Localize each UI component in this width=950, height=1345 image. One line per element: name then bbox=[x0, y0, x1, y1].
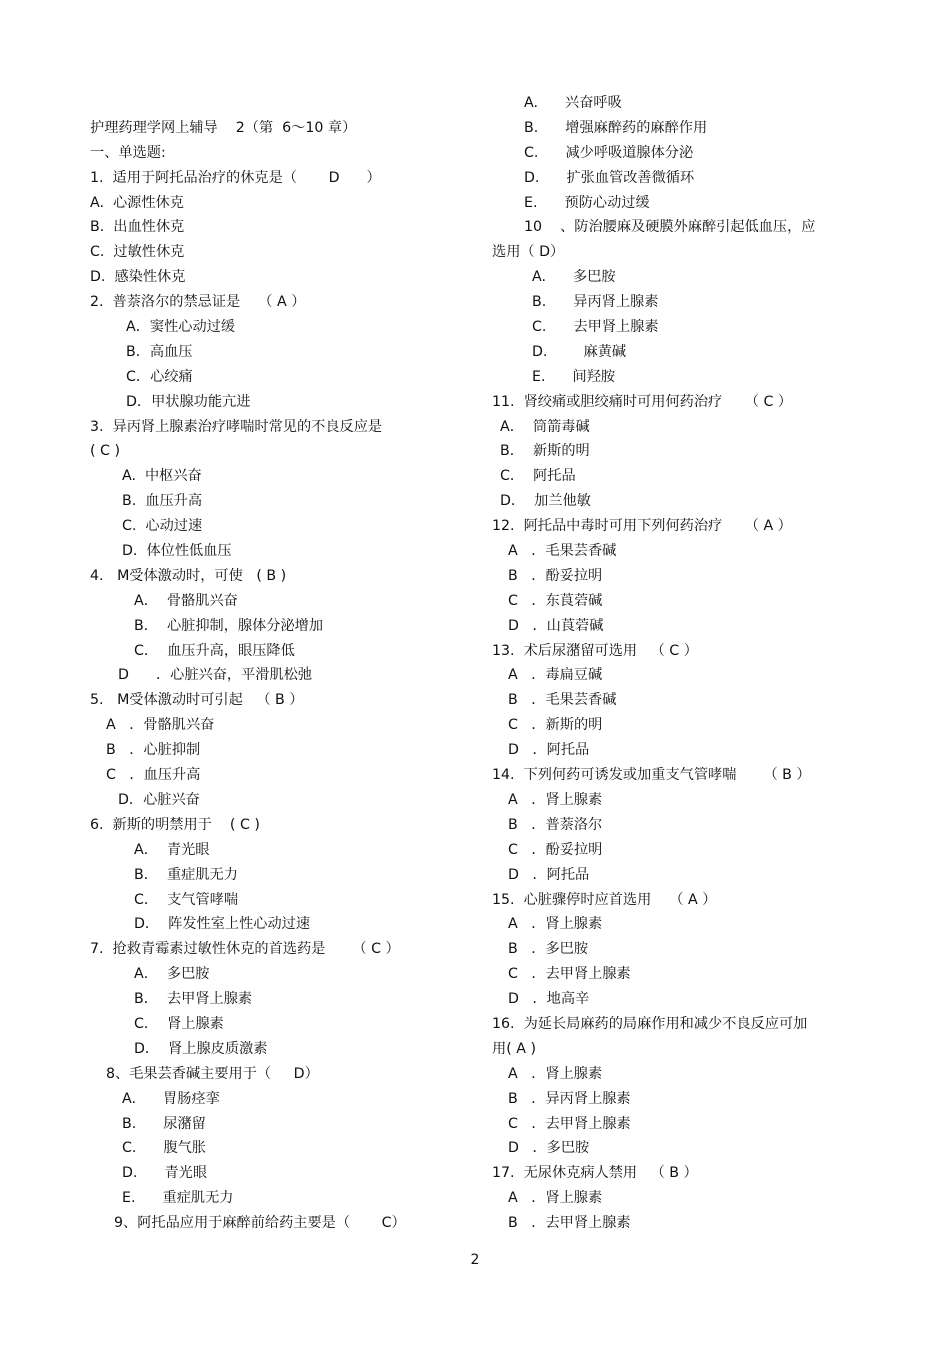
text-line: D ．山莨菪碱 bbox=[508, 617, 604, 634]
text-line: B ．异丙肾上腺素 bbox=[508, 1090, 631, 1107]
text-line: D. 青光眼 bbox=[122, 1165, 208, 1182]
text-line: A． 筒箭毒碱 bbox=[500, 418, 590, 435]
text-line: D. 感染性休克 bbox=[90, 269, 186, 286]
text-line: E. 间羟胺 bbox=[532, 368, 616, 385]
text-line bbox=[90, 91, 480, 116]
text-line: D．心脏兴奋 bbox=[118, 791, 200, 808]
text-line: B．高血压 bbox=[126, 343, 193, 360]
text-line: B． 重症肌无力 bbox=[134, 866, 238, 883]
text-line: A．窦性心动过缓 bbox=[126, 319, 236, 336]
text-line: C ．去甲肾上腺素 bbox=[508, 1115, 631, 1132]
text-line: D．甲状腺功能亢进 bbox=[126, 393, 251, 410]
text-line: A. 兴奋呼吸 bbox=[524, 95, 622, 111]
text-line: C ．酚妥拉明 bbox=[508, 841, 603, 858]
text-line: B ．心脏抑制 bbox=[106, 742, 201, 759]
text-line: B ．多巴胺 bbox=[508, 941, 589, 958]
text-line: E. 重症肌无力 bbox=[122, 1190, 234, 1207]
text-line: C． 支气管哮喘 bbox=[134, 891, 239, 908]
text-line: 护理药理学网上辅导 2（第 6～10 章） bbox=[90, 119, 357, 136]
text-line: D ．心脏兴奋，平滑肌松弛 bbox=[118, 667, 313, 684]
text-line: B ．去甲肾上腺素 bbox=[508, 1215, 631, 1232]
text-line: 2. 普萘洛尔的禁忌证是 （ A ） bbox=[90, 294, 306, 311]
text-line: 15. 心脏骤停时应首选用 （ A ） bbox=[492, 891, 717, 908]
text-line: A. 心源性休克 bbox=[90, 194, 184, 211]
text-line: B． 心脏抑制，腺体分泌增加 bbox=[134, 617, 324, 634]
text-line: A. 胃肠痉挛 bbox=[122, 1090, 220, 1107]
text-line: 12. 阿托品中毒时可用下列何药治疗 （ A ） bbox=[492, 518, 792, 535]
text-line: 17. 无尿休克病人禁用 （ B ） bbox=[492, 1165, 698, 1182]
text-line: C. 腹气胀 bbox=[122, 1140, 207, 1157]
text-line: 选用（ D） bbox=[492, 244, 565, 261]
text-line: A ．肾上腺素 bbox=[508, 1065, 603, 1082]
text-line: 4. M受体激动时，可使 ( B ) bbox=[90, 567, 287, 584]
text-line: A ．肾上腺素 bbox=[508, 791, 603, 808]
text-line: C. 去甲肾上腺素 bbox=[532, 319, 659, 336]
text-line: D． 加兰他敏 bbox=[500, 493, 591, 510]
text-line: B． 新斯的明 bbox=[500, 443, 590, 460]
text-line: D ．多巴胺 bbox=[508, 1140, 590, 1157]
text-line: B． 去甲肾上腺素 bbox=[134, 991, 253, 1008]
text-line: C ．东莨菪碱 bbox=[508, 592, 603, 609]
text-line: 14. 下列何药可诱发或加重支气管哮喘 （ B ） bbox=[492, 767, 811, 784]
text-line: D ．阿托品 bbox=[508, 742, 590, 759]
text-line: A． 青光眼 bbox=[134, 841, 210, 858]
text-line: E. 预防心动过缓 bbox=[524, 194, 650, 211]
text-line: D ．阿托品 bbox=[508, 866, 590, 883]
text-line: 11. 肾绞痛或胆绞痛时可用何药治疗 （ C ） bbox=[492, 393, 793, 410]
text-line: A. 多巴胺 bbox=[532, 269, 616, 286]
text-line: A ．毛果芸香碱 bbox=[508, 543, 617, 560]
text-line: D. 扩张血管改善微循环 bbox=[524, 169, 695, 186]
text-line: D． 肾上腺皮质激素 bbox=[134, 1040, 268, 1057]
text-line: D. 麻黄碱 bbox=[532, 343, 627, 360]
text-line: B. 异丙肾上腺素 bbox=[532, 294, 659, 311]
text-line: 6. 新斯的明禁用于 ( C ) bbox=[90, 816, 260, 833]
text-line: 8、毛果芸香碱主要用于（ D） bbox=[106, 1065, 319, 1082]
text-line: A． 多巴胺 bbox=[134, 966, 210, 983]
text-line: ( C ) bbox=[90, 443, 120, 460]
text-line: B. 血压升高 bbox=[122, 493, 203, 510]
text-line: 用( A ) bbox=[492, 1040, 536, 1057]
left-column bbox=[90, 91, 480, 1236]
text-line: B. 增强麻醉药的麻醉作用 bbox=[524, 119, 708, 136]
text-line: B ．酚妥拉明 bbox=[508, 567, 603, 584]
text-line: C ．新斯的明 bbox=[508, 717, 603, 734]
text-line: B ．普萘洛尔 bbox=[508, 816, 603, 833]
text-line: C. 心动过速 bbox=[122, 518, 203, 535]
text-line: C． 血压升高，眼压降低 bbox=[134, 642, 295, 659]
text-line: A ．肾上腺素 bbox=[508, 1190, 603, 1207]
text-line: C. 减少呼吸道腺体分泌 bbox=[524, 144, 694, 161]
text-line: 10 、防治腰麻及硬膜外麻醉引起低血压，应 bbox=[524, 219, 816, 236]
text-line: C ．去甲肾上腺素 bbox=[508, 966, 631, 983]
text-line: C ．血压升高 bbox=[106, 767, 201, 784]
text-line: 16. 为延长局麻药的局麻作用和减少不良反应可加 bbox=[492, 1015, 808, 1032]
text-line: B. 尿潴留 bbox=[122, 1115, 206, 1132]
text-line: D ．地高辛 bbox=[508, 991, 590, 1008]
text-line: 13. 术后尿潴留可选用 （ C ） bbox=[492, 642, 698, 659]
text-line: A ．毒扁豆碱 bbox=[508, 667, 603, 684]
page-number: 2 bbox=[470, 1252, 480, 1268]
text-line: 1. 适用于阿托品治疗的休克是（ D ） bbox=[90, 169, 381, 186]
text-line: 一、单选题: bbox=[90, 144, 166, 161]
right-column bbox=[492, 91, 852, 1236]
text-line: 9、阿托品应用于麻醉前给药主要是（ C） bbox=[114, 1215, 406, 1232]
text-line: A ．肾上腺素 bbox=[508, 916, 603, 933]
text-line: 3. 异丙肾上腺素治疗哮喘时常见的不良反应是 bbox=[90, 418, 383, 435]
text-line: C. 过敏性休克 bbox=[90, 244, 185, 261]
text-line: C． 阿托品 bbox=[500, 468, 576, 485]
text-line: 5. M受体激动时可引起 （ B ） bbox=[90, 692, 304, 709]
text-line: C． 肾上腺素 bbox=[134, 1015, 224, 1032]
text-line: D. 体位性低血压 bbox=[122, 543, 232, 560]
text-line: C．心绞痛 bbox=[126, 368, 193, 385]
text-line: A． 骨骼肌兴奋 bbox=[134, 592, 238, 609]
text-line: D． 阵发性室上性心动过速 bbox=[134, 916, 311, 933]
text-line: A. 中枢兴奋 bbox=[122, 468, 202, 485]
text-line: B. 出血性休克 bbox=[90, 219, 185, 236]
text-line: 7. 抢救青霉素过敏性休克的首选药是 （ C ） bbox=[90, 941, 400, 958]
text-line: B ．毛果芸香碱 bbox=[508, 692, 617, 709]
text-line: A ．骨骼肌兴奋 bbox=[106, 717, 215, 734]
